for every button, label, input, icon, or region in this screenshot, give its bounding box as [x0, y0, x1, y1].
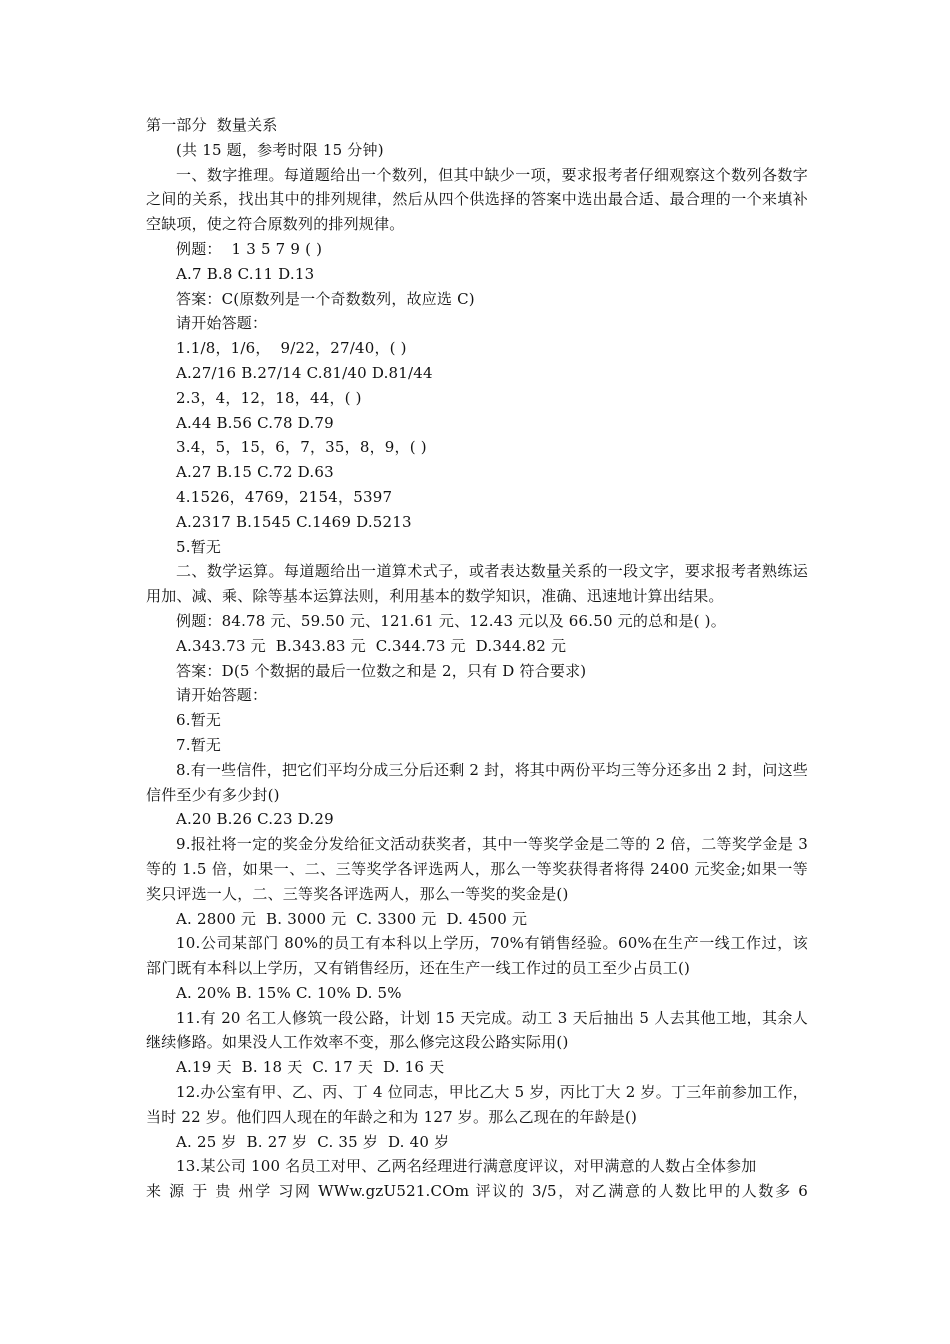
question-13-line-1: 13.某公司 100 名员工对甲、乙两名经理进行满意度评议，对甲满意的人数占全体参加 [176, 1157, 757, 1176]
question-12-options: A. 25 岁 B. 27 岁 C. 35 岁 D. 40 岁 [176, 1132, 450, 1151]
example-question: 例题： 1 3 5 7 9 ( ) [176, 239, 323, 258]
example-answer-2: 答案：D(5 个数据的最后一位数之和是 2，只有 D 符合要求) [176, 661, 587, 680]
question-11-options: A.19 天 B. 18 天 C. 17 天 D. 16 天 [176, 1058, 445, 1077]
question-10: 10.公司某部门 80%的员工有本科以上学历，70%有销售经验。60%在生产一线工作过，该部门既有本科以上学历，又有销售经历，还在生产一线工作过的员工至少占员工() [146, 934, 808, 978]
question-3: 3.4，5，15，6，7，35，8，9，( ) [176, 438, 427, 457]
question-9: 9.报社将一定的奖金分发给征文活动获奖者，其中一等奖学金是二等的 2 倍，二等奖学金是 3 等的 1.5 倍，如果一、二、三等奖学各评选两人，那么一等奖获得者将得 2400 元奖金;如果一等奖只评选一人，二、三等奖各评选两人，那么一等奖的奖金是() [146, 835, 808, 903]
start-prompt-2: 请开始答题： [176, 686, 268, 705]
section-title: 第一部分 数量关系 [146, 116, 278, 134]
example-options: A.7 B.8 C.11 D.13 [176, 264, 315, 283]
question-1-options: A.27/16 B.27/14 C.81/40 D.81/44 [176, 363, 433, 382]
question-2-options: A.44 B.56 C.78 D.79 [176, 413, 334, 432]
question-8: 8.有一些信件，把它们平均分成三分后还剩 2 封，将其中两份平均三等分还多出 2 封，问这些信件至少有多少封() [146, 760, 808, 804]
example-options-2: A.343.73 元 B.343.83 元 C.344.73 元 D.344.82 元 [176, 636, 567, 655]
question-5: 5.暂无 [176, 537, 222, 556]
question-6: 6.暂无 [176, 711, 222, 730]
question-7: 7.暂无 [176, 735, 222, 754]
question-8-options: A.20 B.26 C.23 D.29 [176, 810, 334, 829]
question-12: 12.办公室有甲、乙、丙、丁 4 位同志，甲比乙大 5 岁，丙比丁大 2 岁。丁三年前参加工作，当时 22 岁。他们四人现在的年龄之和为 127 岁。那么乙现在的年龄是() [146, 1083, 808, 1126]
question-9-options: A. 2800 元 B. 3000 元 C. 3300 元 D. 4500 元 [176, 909, 528, 928]
section-note: (共 15 题，参考时限 15 分钟) [176, 140, 384, 159]
example-question-2: 例题：84.78 元、59.50 元、121.61 元、12.43 元以及 66.50 元的总和是( )。 [176, 611, 726, 630]
question-1: 1.1/8，1/6， 9/22，27/40，( ) [176, 339, 407, 358]
question-10-options: A. 20% B. 15% C. 10% D. 5% [176, 983, 402, 1002]
document-body [146, 113, 808, 1204]
instructions-number-series: 一、数字推理。每道题给出一个数列，但其中缺少一项，要求报考者仔细观察这个数列各数字之间的关系，找出其中的排列规律，然后从四个供选择的答案中选出最合适、最合理的一个来填补空缺项，使之符合原数列的排列规律。 [146, 165, 808, 234]
question-4-options: A.2317 B.1545 C.1469 D.5213 [176, 512, 412, 531]
question-11: 11.有 20 名工人修筑一段公路，计划 15 天完成。动工 3 天后抽出 5 人去其他工地，其余人继续修路。如果没人工作效率不变，那么修完这段公路实际用() [146, 1008, 808, 1052]
question-13-line-2: 来 源 于 贵 州学 习网 WWw.gzU521.COm 评议的 3/5，对乙满意的人数比甲的人数多 6 [146, 1182, 808, 1201]
example-answer: 答案：C(原数列是一个奇数数列，故应选 C) [176, 289, 475, 308]
question-4: 4.1526，4769，2154，5397 [176, 487, 393, 506]
start-prompt: 请开始答题： [176, 314, 268, 333]
question-3-options: A.27 B.15 C.72 D.63 [176, 463, 334, 482]
instructions-arithmetic: 二、数学运算。每道题给出一道算术式子，或者表达数量关系的一段文字，要求报考者熟练运用加、减、乘、除等基本运算法则，利用基本的数学知识，准确、迅速地计算出结果。 [146, 562, 808, 606]
question-2: 2.3，4，12，18，44，( ) [176, 388, 362, 407]
